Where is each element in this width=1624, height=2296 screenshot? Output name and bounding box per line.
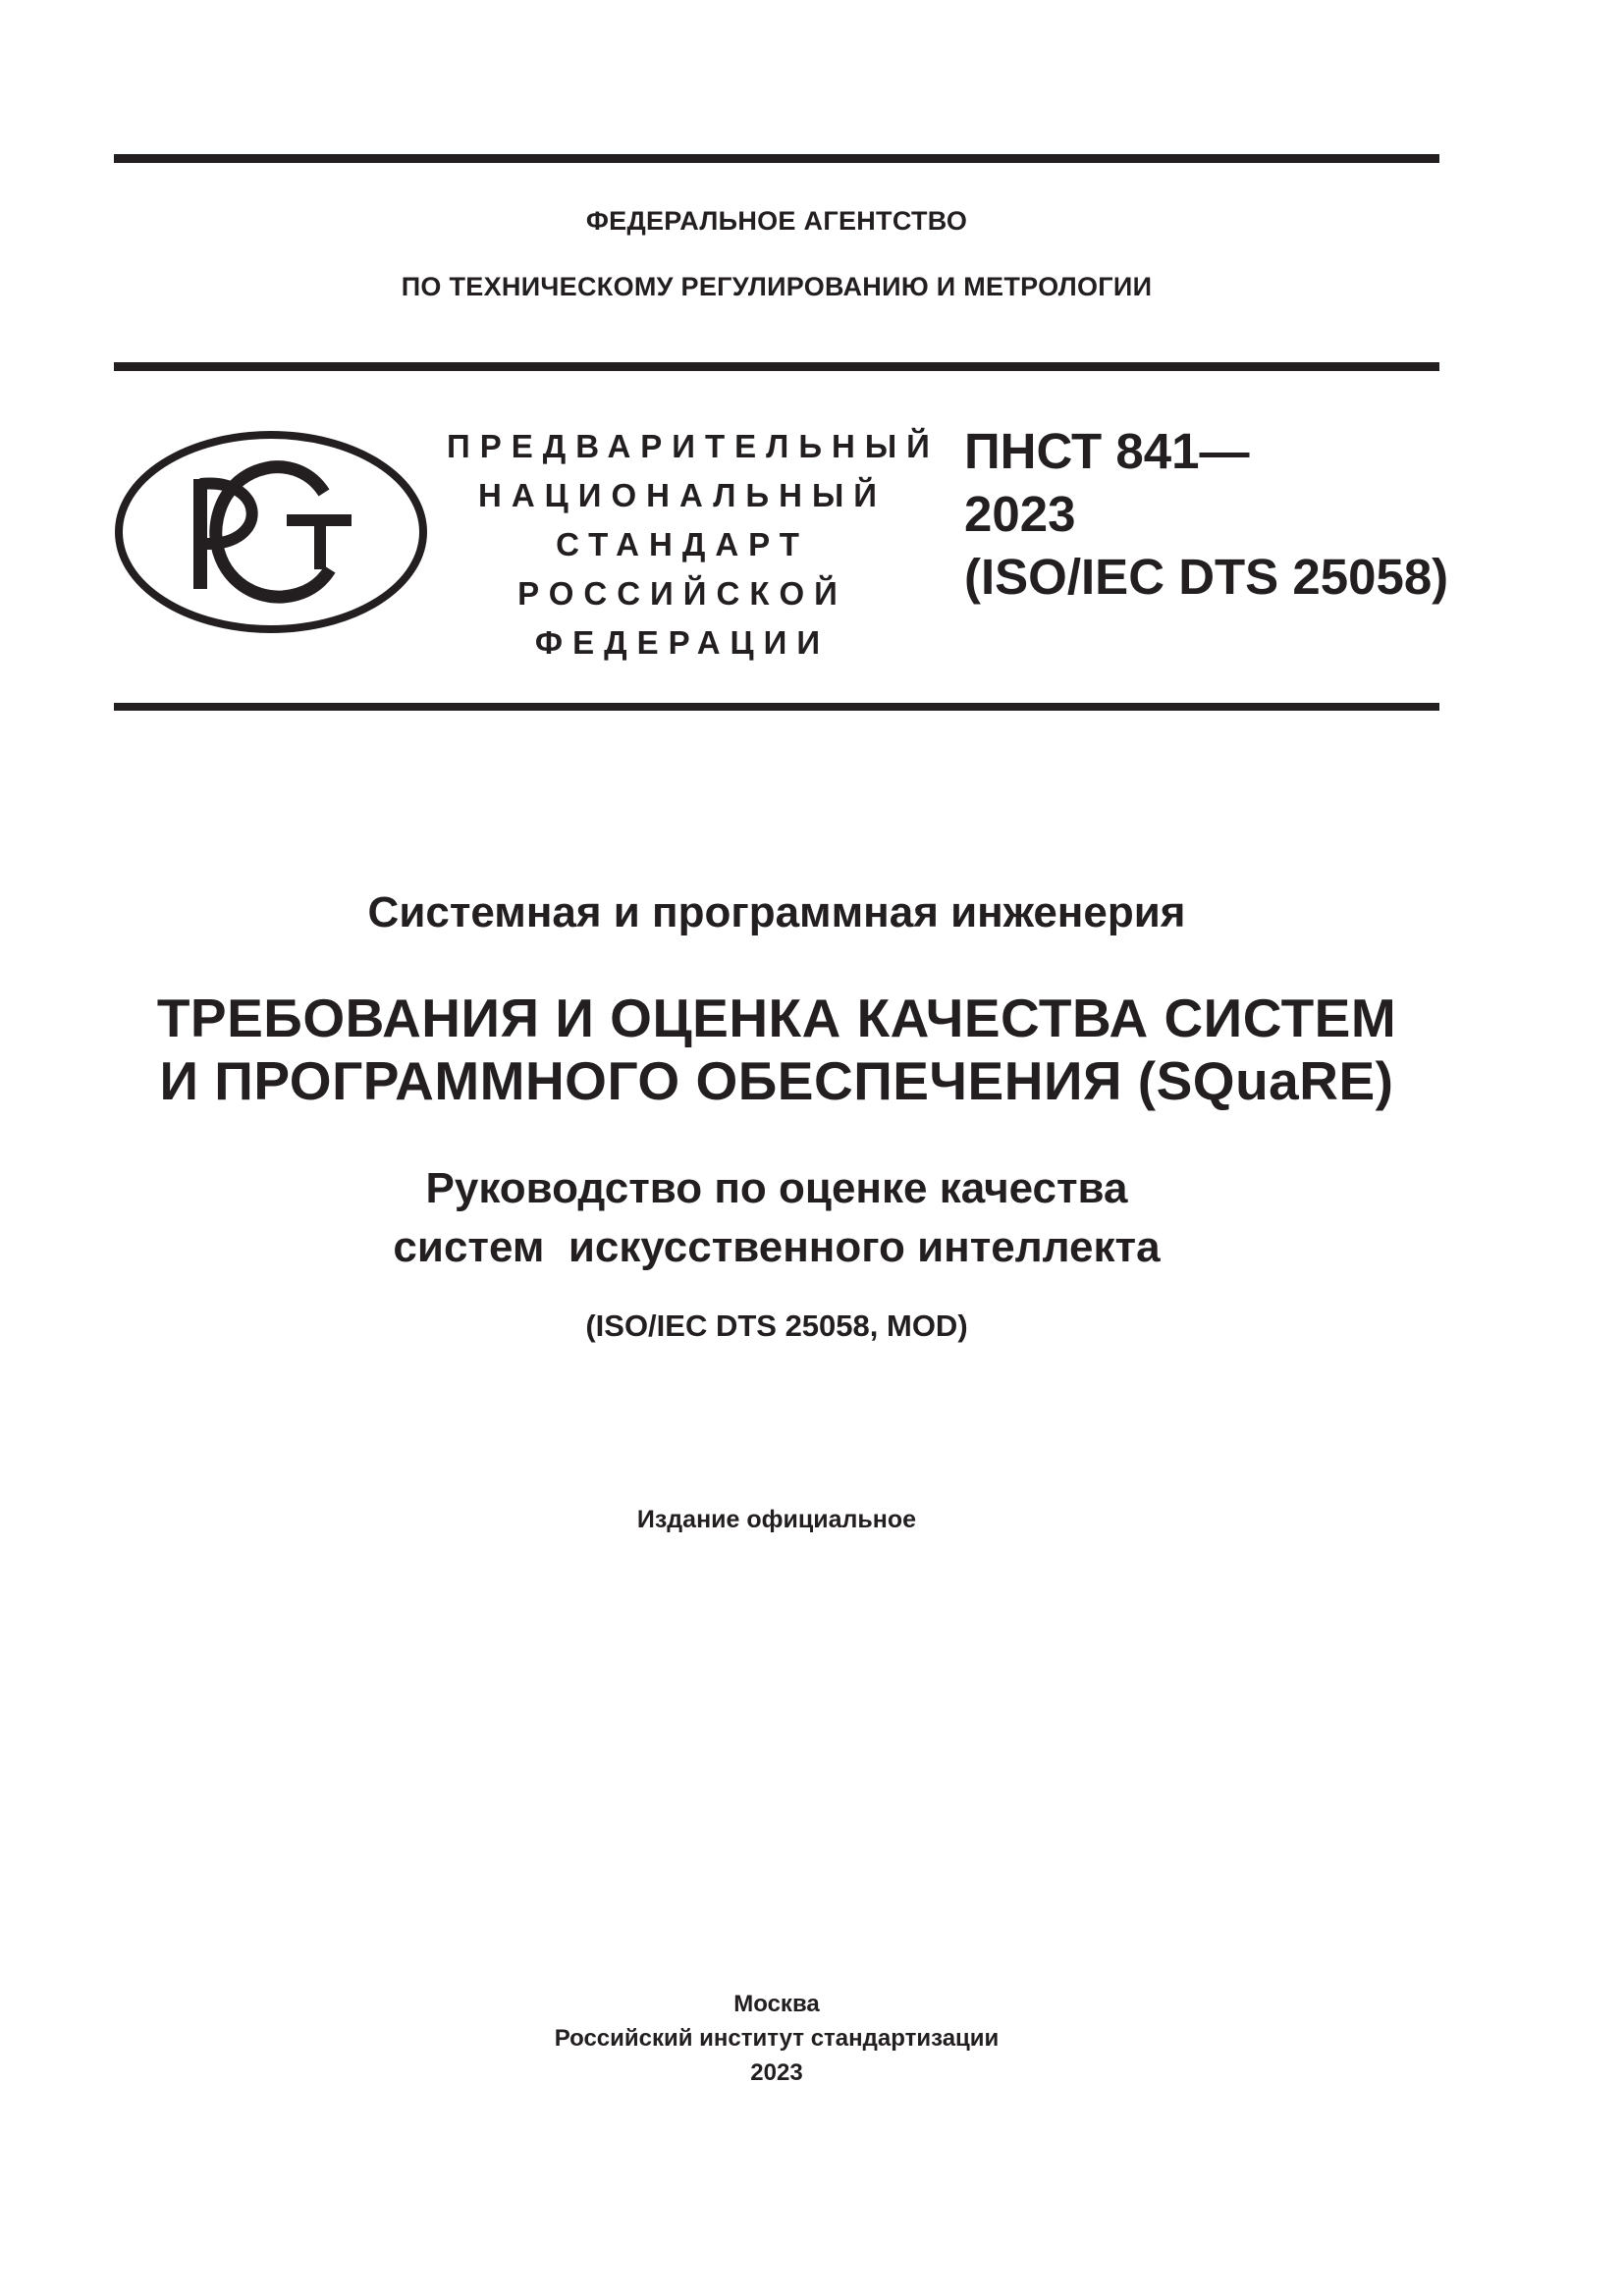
main-title-line1: ТРЕБОВАНИЯ И ОЦЕНКА КАЧЕСТВА СИСТЕМ <box>156 988 1397 1048</box>
series-title: Системная и программная инженерия <box>367 888 1186 936</box>
part-title <box>114 1159 1439 1277</box>
header-rule <box>114 362 1439 371</box>
agency-name-line1: ФЕДЕРАЛЬНОЕ АГЕНТСТВО <box>585 206 968 236</box>
imprint-city: Москва <box>733 1991 820 2017</box>
part-title-line1: Руководство по оценке качества <box>425 1164 1128 1212</box>
iso-reference: (ISO/IEC DTS 25058, MOD) <box>585 1308 968 1343</box>
standard-type-line: ФЕДЕРАЦИИ <box>534 624 831 661</box>
designation-iso-ref: (ISO/IEC DTS 25058) <box>964 549 1449 605</box>
standard-type-line: НАЦИОНАЛЬНЫЙ <box>478 477 887 513</box>
imprint <box>114 1987 1439 2090</box>
standard-type-line: СТАНДАРТ <box>556 526 809 562</box>
agency-name-line2: ПО ТЕХНИЧЕСКОМУ РЕГУЛИРОВАНИЮ И МЕТРОЛОГИИ <box>401 272 1153 301</box>
standard-type-line: РОССИЙСКОЙ <box>517 575 847 612</box>
main-title <box>114 987 1439 1112</box>
standard-designation <box>964 420 1449 609</box>
designation-number: ПНСТ 841— <box>964 423 1250 479</box>
standard-type-line: ПРЕДВАРИТЕЛЬНЫЙ <box>447 428 940 464</box>
standard-type-label <box>447 422 940 667</box>
top-rule <box>114 154 1439 163</box>
edition-label: Издание официальное <box>636 1506 917 1533</box>
title-block-rule <box>114 703 1439 711</box>
imprint-publisher: Российский институт стандартизации <box>554 2025 1000 2052</box>
designation-year: 2023 <box>964 486 1076 542</box>
imprint-year: 2023 <box>750 2059 803 2086</box>
main-title-line2: И ПРОГРАММНОГО ОБЕСПЕЧЕНИЯ (SQuaRE) <box>159 1050 1394 1111</box>
part-title-line2: систем искусственного интеллекта <box>393 1223 1161 1271</box>
gost-r-conformity-mark-icon <box>114 430 428 634</box>
